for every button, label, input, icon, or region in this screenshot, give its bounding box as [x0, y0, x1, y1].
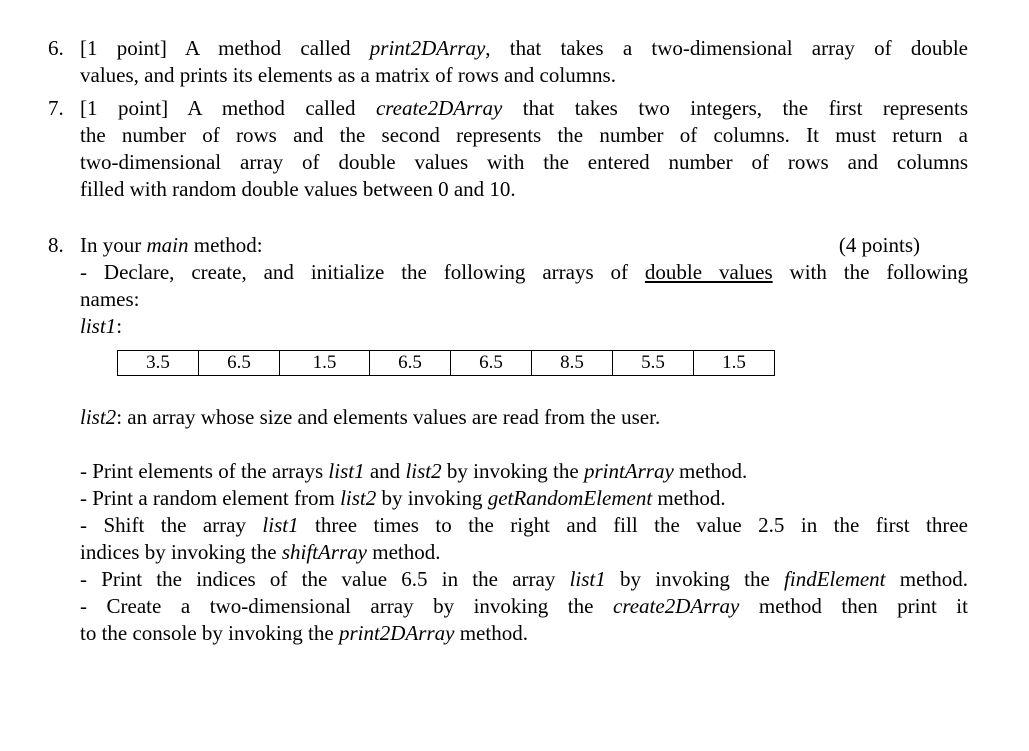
question-number: 6. [48, 36, 64, 60]
method-name: shiftArray [281, 540, 367, 564]
instruction-3-cont [80, 539, 968, 566]
variable-name: list1 [328, 459, 365, 483]
question-8 [48, 232, 968, 340]
points-label: (4 points) [838, 233, 920, 257]
question-body [80, 35, 968, 89]
text: - Print the indices of the value 6.5 in the array [80, 567, 570, 591]
text: by invoking [376, 486, 488, 510]
variable-name: list1 [80, 314, 117, 338]
list2-description [48, 404, 968, 431]
instruction-2 [80, 485, 968, 512]
question-number: 8. [48, 233, 64, 257]
instructions [48, 458, 968, 647]
text: - Print a random element from [80, 486, 341, 510]
text: with the following [772, 260, 969, 284]
question-6 [48, 35, 968, 89]
text: by invoking the [605, 567, 785, 591]
declare-line-2: names: [80, 287, 140, 311]
question-line [80, 95, 968, 122]
question-body [80, 232, 968, 340]
text: by invoking the [441, 459, 584, 483]
text: - Shift the array [80, 513, 263, 537]
instruction-5-cont [80, 620, 968, 647]
text: method. [652, 486, 726, 510]
text: - Print elements of the arrays [80, 459, 329, 483]
list1-table [117, 350, 775, 376]
question-intro [80, 232, 968, 259]
table-cell: 6.5 [451, 351, 532, 376]
variable-name: list1 [569, 567, 606, 591]
text: [1 point] A method called [80, 36, 370, 60]
instruction-1 [80, 458, 968, 485]
instructions-body [80, 458, 968, 647]
text: that takes two integers, the first represents [502, 96, 968, 120]
question-line [80, 35, 968, 62]
text: indices by invoking the [80, 540, 282, 564]
list2-line [80, 404, 968, 431]
text: method. [673, 459, 748, 483]
table-cell: 6.5 [199, 351, 280, 376]
text: method: [188, 233, 263, 257]
question-number: 7. [48, 96, 64, 120]
question-line: filled with random double values between 0 and 10. [80, 177, 516, 201]
table-cell: 8.5 [532, 351, 613, 376]
text: and [364, 459, 406, 483]
method-name: create2DArray [613, 594, 740, 618]
declare-line [80, 259, 968, 286]
question-body [80, 95, 968, 203]
text: [1 point] A method called [80, 96, 376, 120]
question-line: two-dimensional array of double values with the entered number of rows and columns [80, 150, 968, 174]
text: - Declare, create, and initialize the following arrays of [80, 260, 645, 284]
text: to the console by invoking the [80, 621, 339, 645]
text: method. [885, 567, 969, 591]
question-line: the number of rows and the second represents the number of columns. It must return a [80, 123, 968, 147]
variable-name: list2 [80, 405, 117, 429]
underlined-text: double values [644, 260, 773, 284]
variable-name: list2 [405, 459, 442, 483]
variable-name: list2 [340, 486, 377, 510]
text: : [116, 314, 123, 338]
text: method. [454, 621, 528, 645]
table-cell: 1.5 [694, 351, 775, 376]
table-row [118, 351, 775, 376]
method-name: create2DArray [375, 96, 503, 120]
text: - Create a two-dimensional array by invoking the [80, 594, 613, 618]
instruction-3 [80, 512, 968, 539]
question-7 [48, 95, 968, 203]
method-name: getRandomElement [487, 486, 653, 510]
method-name: main [146, 233, 189, 257]
variable-name: list1 [262, 513, 299, 537]
text: method then print it [739, 594, 968, 618]
list1-label [80, 313, 968, 340]
text: , that takes a two-dimensional array of double [485, 36, 968, 60]
text: : an array whose size and elements values are read from the user. [116, 405, 661, 429]
table-cell: 5.5 [613, 351, 694, 376]
table-cell: 3.5 [118, 351, 199, 376]
method-name: printArray [583, 459, 674, 483]
table-cell: 6.5 [370, 351, 451, 376]
instruction-4 [80, 566, 968, 593]
list2-body [80, 404, 968, 431]
text: In your [80, 233, 147, 257]
question-line: values, and prints its elements as a matrix of rows and columns. [80, 63, 616, 87]
instruction-5 [80, 593, 968, 620]
text: three times to the right and fill the value 2.5 in the first three [298, 513, 968, 537]
method-name: print2DArray [338, 621, 455, 645]
text: method. [366, 540, 441, 564]
method-name: print2DArray [369, 36, 486, 60]
table-cell: 1.5 [280, 351, 370, 376]
method-name: findElement [784, 567, 886, 591]
